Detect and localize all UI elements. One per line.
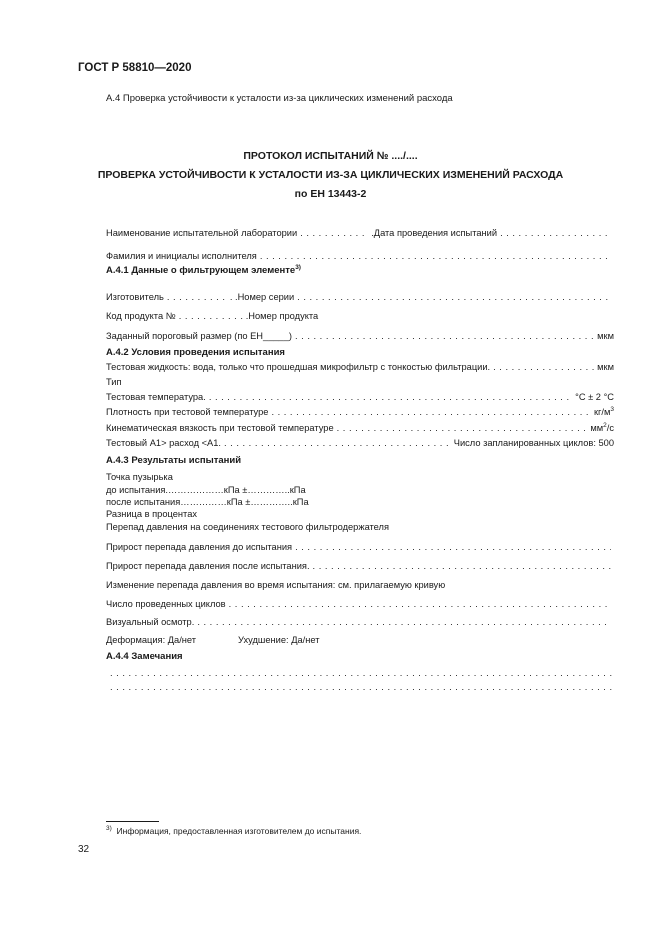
viscosity-unit: $мм^2/с$ [590,421,614,433]
increase-before-row [106,542,614,552]
threshold-unit: мкм [597,331,614,341]
increase-after-row [106,561,614,571]
section-441-heading: А.4.1 Данные о фильтрующем элементе$^{3)}$ [106,263,301,276]
footnote-mark: 3) [106,825,112,833]
temperature-label: Тестовая температура. [106,392,206,402]
viscosity-label: Кинематическая вязкость при тестовой температуре [106,423,334,433]
cycles-done-row [106,599,614,609]
flow-label: Тестовый А1> расход <А1. [106,438,221,448]
operator-label: Фамилия и инициалы исполнителя [106,251,257,261]
lab-name-label: Наименование испытательной лаборатории [106,228,298,238]
fluid-row [106,362,614,372]
footnote [106,826,361,836]
protocol-standard-ref: по ЕН 13443-2 [294,188,367,200]
density-unit: $кг/м^3$ [593,405,614,417]
lab-name-row [106,228,614,238]
increase-after-label: Прирост перепада давления после испытания. [106,561,310,571]
visual-label: Визуальный осмотр. [106,617,195,627]
manufacturer-label: Изготовитель [106,292,164,302]
deterioration-label: Ухудшение: Да/нет [238,635,320,645]
viscosity-row [106,423,614,433]
page-number: 32 [78,844,90,855]
manufacturer-row [106,292,614,302]
section-442-heading: А.4.2 Условия проведения испытания [106,347,285,358]
fluid-unit: мкм [597,362,614,372]
threshold-row [106,331,614,341]
cycles-done-label: Число проведенных циклов [106,599,226,609]
increase-before-label: Прирост перепада давления до испытания [106,542,293,552]
section-443-heading: А.4.3 Результаты испытаний [106,455,242,466]
footnote-ref: 3) [295,263,301,271]
before-test-line: до испытания.………………кПа ±…………..кПа [106,485,306,495]
document-header: ГОСТ Р 58810—2020 [78,62,192,74]
remarks-line-2 [110,682,614,692]
test-date-label: .Дата проведения испытаний [371,228,498,238]
flow-row [106,438,614,448]
density-label: Плотность при тестовой температуре [106,407,269,417]
product-code-label: Код продукта № [106,311,176,321]
footnote-text: Информация, предоставленная изготовителем до испытания. [116,826,362,836]
bubble-point-label: Точка пузырька [106,472,173,482]
product-number-label: .Номер продукта [245,311,319,321]
protocol-title: ПРОТОКОЛ ИСПЫТАНИЙ № ..../.... [243,150,418,162]
temperature-row [106,392,614,402]
protocol-subtitle: ПРОВЕРКА УСТОЙЧИВОСТИ К УСТАЛОСТИ ИЗ-ЗА ЦИКЛИЧЕСКИХ ИЗМЕНЕНИЙ РАСХОДА [97,169,564,181]
after-test-line: после испытания……………кПа ±…………..кПа [106,497,309,507]
serial-label: . .Номер серии [229,292,295,302]
holder-drop-label: Перепад давления на соединениях тестового фильтродержателя [106,522,390,532]
deformation-label: Деформация: Да/нет [106,635,197,645]
annex-heading: А.4 Проверка устойчивости к усталости из-за циклических изменений расхода [106,93,453,104]
footnote-rule [106,821,159,822]
fluid-label: Тестовая жидкость: вода, только что прошедшая микрофильтр с тонкостью фильтрации. [106,362,491,372]
temperature-unit: °С ± 2 °С [575,392,614,402]
product-code-row [106,311,614,321]
threshold-label: Заданный пороговый размер (по ЕН_____) [106,331,292,341]
percent-diff-label: Разница в процентах [106,509,198,519]
density-row [106,407,614,417]
type-label: Тип [106,377,122,387]
change-during-label: Изменение перепада давления во время испытания: см. прилагаемую кривую [106,580,446,590]
remarks-line-1 [110,668,614,678]
section-444-heading: А.4.4 Замечания [106,651,183,662]
planned-cycles: Число запланированных циклов: 500 [453,438,614,448]
operator-row [106,251,614,261]
visual-row [106,617,614,627]
